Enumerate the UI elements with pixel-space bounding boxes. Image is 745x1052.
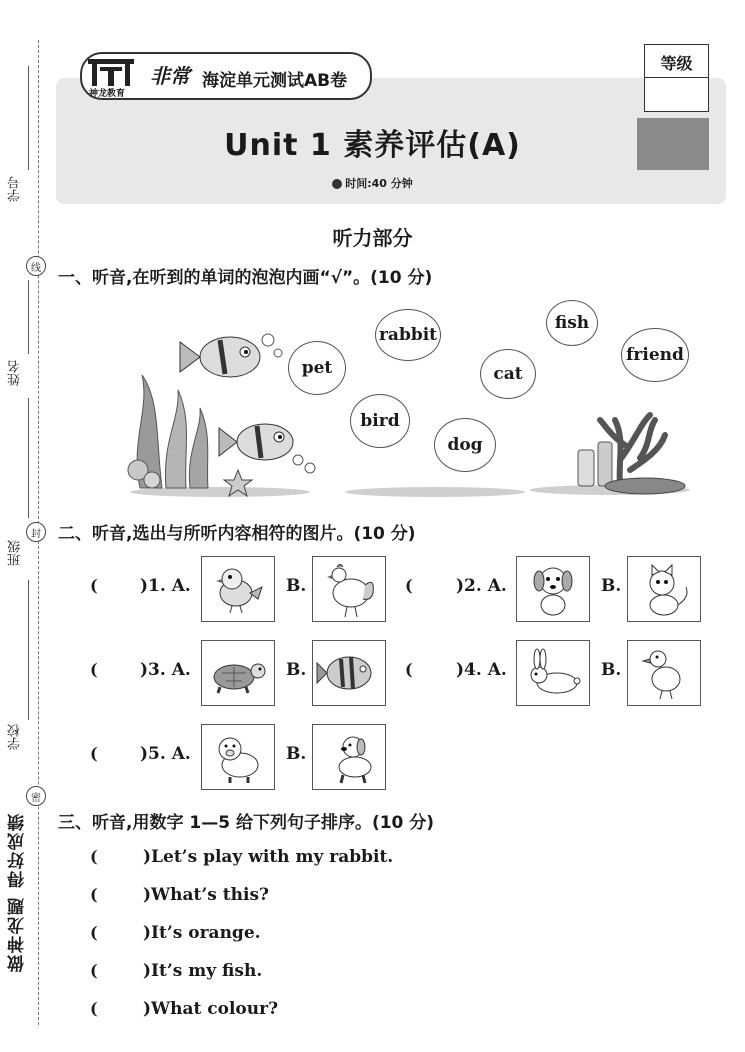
- q2-heading: 二、听音,选出与所听内容相符的图片。(10 分): [58, 524, 416, 544]
- time-text: 时间:40 分钟: [345, 177, 413, 190]
- pig-icon[interactable]: [201, 724, 275, 790]
- name-field[interactable]: [28, 280, 29, 354]
- item-4-b-label: B.: [601, 660, 622, 680]
- bubble-pet[interactable]: pet: [288, 341, 346, 395]
- item-3-a-label: )3. A.: [140, 660, 191, 680]
- order-blank-4[interactable]: (: [90, 961, 98, 980]
- item-3-b-label: B.: [286, 660, 307, 680]
- q3-heading: 三、听音,用数字 1—5 给下列句子排序。(10 分): [58, 813, 435, 833]
- time-limit: [0, 175, 745, 191]
- answer-blank-2[interactable]: (: [405, 576, 413, 595]
- hen-icon[interactable]: [312, 556, 386, 622]
- name-label: 姓名: [8, 360, 23, 386]
- order-blank-3[interactable]: (: [90, 923, 98, 942]
- bubble-dog[interactable]: dog: [434, 418, 496, 472]
- class-label: 班级: [8, 540, 23, 566]
- item-1-a-label: )1. A.: [140, 576, 191, 596]
- grade-box[interactable]: [644, 44, 709, 112]
- rabbit-icon[interactable]: [516, 640, 590, 706]
- item-4-a-label: )4. A.: [456, 660, 507, 680]
- answer-blank-4[interactable]: (: [405, 660, 413, 679]
- answer-blank-3[interactable]: (: [90, 660, 98, 679]
- grade-label: 等级: [645, 45, 708, 78]
- school-field[interactable]: [28, 580, 29, 720]
- brand-logo-text: 神龙教育: [89, 89, 126, 99]
- bubble-fish[interactable]: fish: [546, 300, 598, 346]
- brand-mark: 非常: [150, 64, 190, 88]
- answer-blank-5[interactable]: (: [90, 744, 98, 763]
- bubble-cat[interactable]: cat: [480, 349, 536, 399]
- item-1-b-label: B.: [286, 576, 307, 596]
- turtle-icon[interactable]: [201, 640, 275, 706]
- sentence-5: )What colour?: [143, 999, 279, 1019]
- sentence-1: )Let’s play with my rabbit.: [143, 847, 394, 867]
- bubble-bird[interactable]: bird: [350, 394, 410, 448]
- bird-icon[interactable]: [201, 556, 275, 622]
- seal-mark-line: 线: [26, 256, 46, 276]
- dog-icon[interactable]: [516, 556, 590, 622]
- fish-icon[interactable]: [312, 640, 386, 706]
- page-title: Unit 1 素养评估(A): [224, 128, 521, 163]
- item-2-b-label: B.: [601, 576, 622, 596]
- order-blank-1[interactable]: (: [90, 847, 98, 866]
- school-label: 学校: [8, 724, 23, 750]
- slogan-text: 做神龙题 得好成绩: [8, 812, 28, 972]
- sentence-4: )It’s my fish.: [143, 961, 263, 981]
- seal-mark-seal: 封: [26, 522, 46, 542]
- order-blank-5[interactable]: (: [90, 999, 98, 1018]
- seal-mark-secret: 密: [26, 786, 46, 806]
- item-2-a-label: )2. A.: [456, 576, 507, 596]
- sentence-3: )It’s orange.: [143, 923, 261, 943]
- bubble-rabbit[interactable]: rabbit: [375, 309, 441, 361]
- q1-heading: 一、听音,在听到的单词的泡泡内画“√”。(10 分): [58, 268, 433, 288]
- item-5-b-label: B.: [286, 744, 307, 764]
- puppy-icon[interactable]: [312, 724, 386, 790]
- sentence-2: )What’s this?: [143, 885, 269, 905]
- duck-icon[interactable]: [627, 640, 701, 706]
- series-name: 海淀单元测试AB卷: [202, 71, 348, 91]
- answer-blank-1[interactable]: (: [90, 576, 98, 595]
- cat-icon[interactable]: [627, 556, 701, 622]
- class-field[interactable]: [28, 398, 29, 518]
- order-blank-2[interactable]: (: [90, 885, 98, 904]
- clock-icon: [332, 179, 342, 189]
- bubble-friend[interactable]: friend: [621, 328, 689, 382]
- student-id-label: 学号: [8, 176, 23, 202]
- section-title: 听力部分: [332, 226, 413, 250]
- item-5-a-label: )5. A.: [140, 744, 191, 764]
